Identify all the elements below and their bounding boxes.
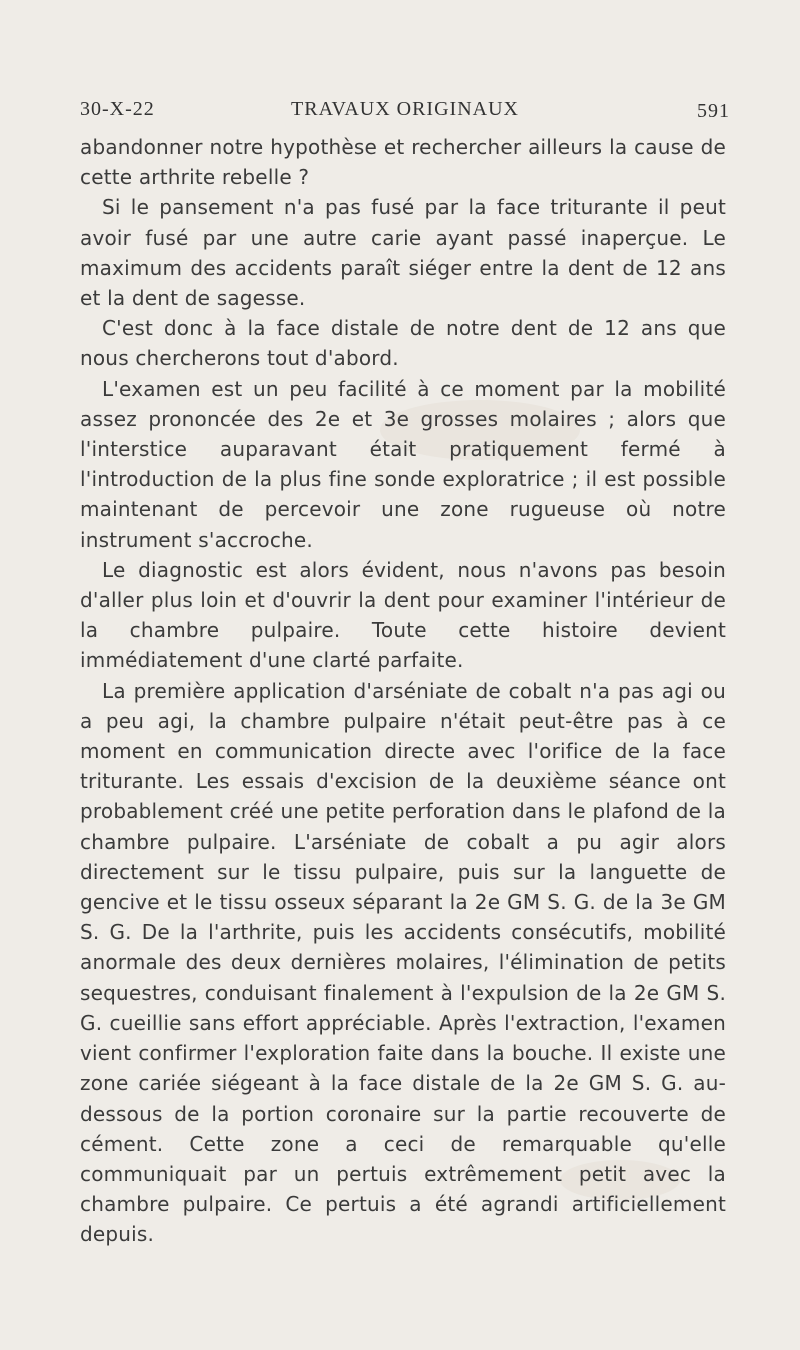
paragraph: abandonner notre hypothèse et rechercher ailleurs la cause de cette arthrite rebelle ? xyxy=(80,135,726,190)
page-number: 591 xyxy=(697,100,730,122)
running-header xyxy=(80,98,730,134)
paragraph: C'est donc à la face distale de notre dent de 12 ans que nous chercherons tout d'abord. xyxy=(80,316,726,371)
header-date: 30-X-22 xyxy=(80,98,155,120)
paragraph: Le diagnostic est alors évident, nous n'avons pas besoin d'aller plus loin et d'ouvrir la dent pour examiner l'intérieur de la chambre pulpaire. Toute cette histoire devient immédiatement d'une clarté parfaite. xyxy=(80,557,726,673)
paragraph: Si le pansement n'a pas fusé par la face triturante il peut avoir fusé par une autre carie ayant passé inaperçue. Le maximum des accidents paraît siéger entre la dent de 12 ans et la dent de sagesse. xyxy=(80,195,726,311)
paragraph: L'examen est un peu facilité à ce moment par la mobilité assez prononcée des 2e et 3e grosses molaires ; alors que l'interstice auparavant était pratiquement fermé à l'introduction de la plus fine sonde exploratrice ; il est possible maintenant de percevoir une zone rugueuse où notre instrument s'accroche. xyxy=(80,376,726,552)
body-text xyxy=(80,132,726,1250)
paragraph: La première application d'arséniate de cobalt n'a pas agi ou a peu agi, la chambre pulpaire n'était peut-être pas à ce moment en communication directe avec l'orifice de la face triturante. Les essais d'excision de la deuxième séance ont probablement créé une petite perforation dans le plafond de la chambre pulpaire. L'arséniate de cobalt a pu agir alors directement sur le tissu pulpaire, puis sur la languette de gencive et le tissu osseux séparant la 2e GM S. G. de la 3e GM S. G. De la l'arthrite, puis les accidents consécutifs, mobilité anormale des deux dernières molaires, l'élimination de petits sequestres, conduisant finalement à l'expulsion de la 2e GM S. G. cueillie sans effort appréciable. Après l'extraction, l'examen vient confirmer l'exploration faite dans la bouche. Il existe une zone cariée siégeant à la face distale de la 2e GM S. G. au-dessous de la portion coronaire sur la partie recouverte de cément. Cette zone a ceci de remarquable qu'elle communiquait par un pertuis extrêmement petit avec la chambre pulpaire. Ce pertuis a été agrandi artificiellement depuis. xyxy=(80,678,726,1247)
running-title: TRAVAUX ORIGINAUX xyxy=(291,98,519,120)
